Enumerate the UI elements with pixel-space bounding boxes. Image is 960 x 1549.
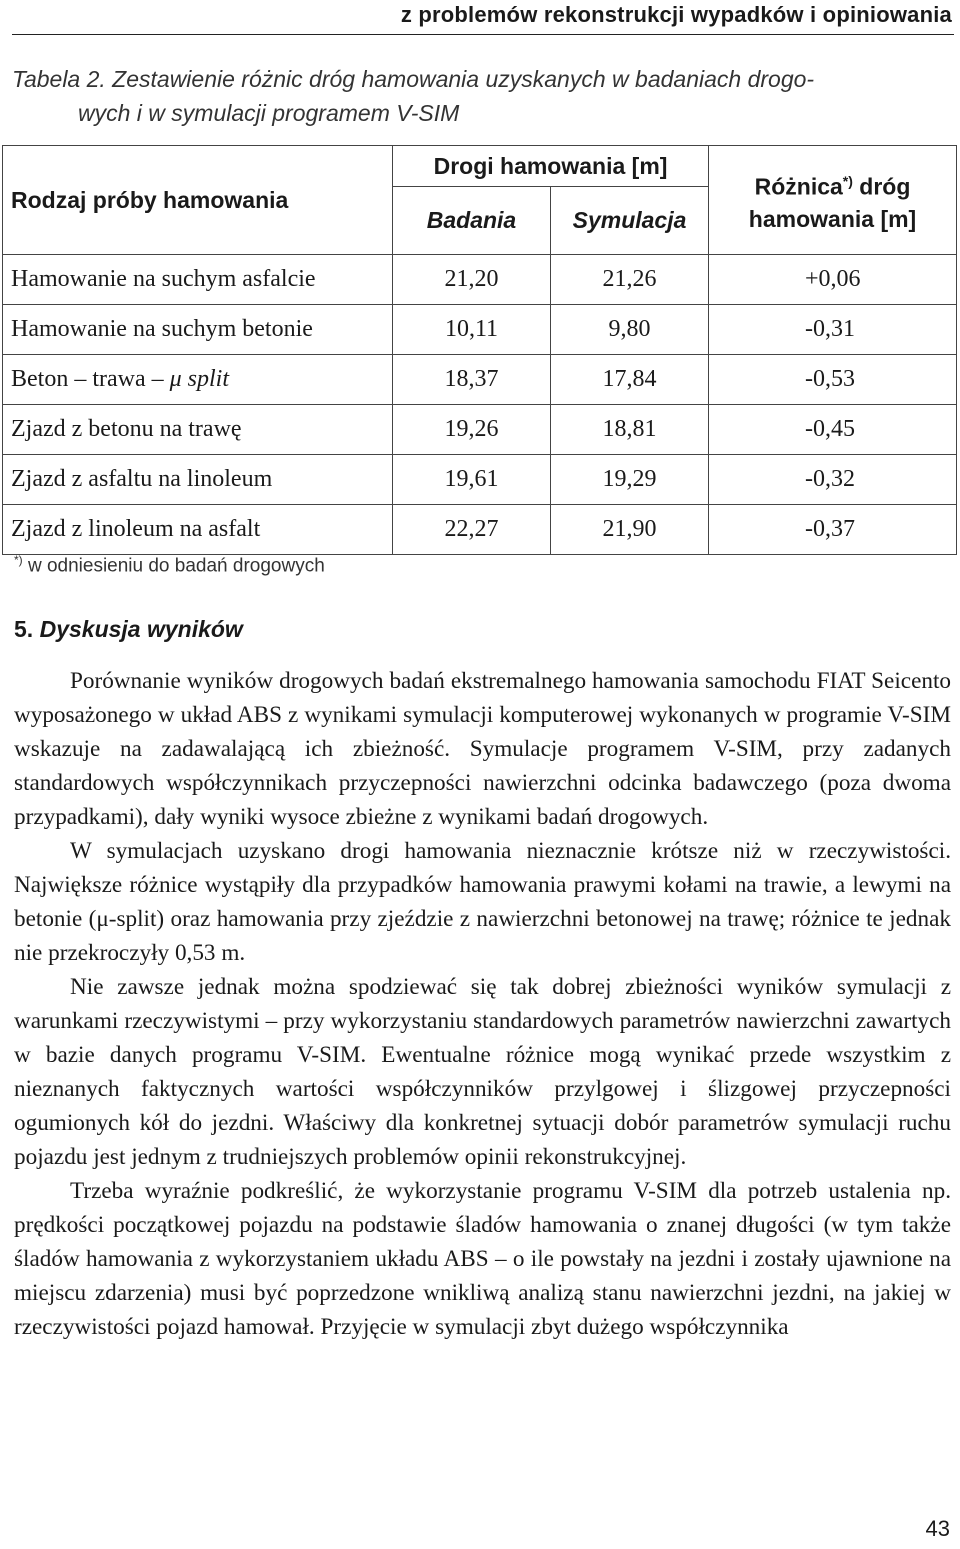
table-row [3,505,957,555]
row-label: Hamowanie na suchym asfalcie [3,255,393,305]
body-text [14,664,951,1344]
page-number: 43 [925,1516,950,1541]
paragraph: W symulacjach uzyskano drogi hamowania nieznacznie krótsze niż w rzeczywistości. Największe różnice wystąpiły dla przypadków hamowania prawymi kołami na trawie, a lewymi na betonie (μ-split) oraz hamowania przy zjeździe z nawierzchni betonowej na trawę; różnice te jednak nie przekroczyły 0,53 m. [14,838,951,966]
table-footnote [14,553,325,577]
running-header: z problemów rekonstrukcji wypadków i opiniowania [400,2,952,27]
table-row [3,355,957,405]
row-research-value: 18,37 [393,355,551,405]
footnote-mark: *) [14,553,23,567]
caption-line-2: wych i w symulacji programem V-SIM [78,100,460,126]
table-header-row [3,146,957,187]
row-difference-value: -0,37 [709,505,957,555]
table-row [3,405,957,455]
caption-line-1: Tabela 2. Zestawienie różnic dróg hamowania uzyskanych w badaniach drogo- [12,66,815,92]
row-label-dash: – [74,366,87,392]
section-number: 5. [14,616,34,642]
row-label-part: trawa [92,366,146,392]
header-difference-after: dróg [852,173,911,200]
footnote-text: w odniesieniu do badań drogowych [22,555,325,577]
row-simulation-value: 17,84 [551,355,709,405]
header-research: Badania [393,187,551,255]
header-rule [12,34,954,35]
table-caption [12,62,957,130]
row-difference-value: -0,53 [709,355,957,405]
header-difference [709,146,957,255]
paragraph: Trzeba wyraźnie podkreślić, że wykorzystanie programu V-SIM dla potrzeb ustalenia np. prędkości początkowej pojazdu na podstawie śladów hamowania o znanej długości (w tym także śladów hamowania z wykorzystaniem układu ABS – o ile powstały na jezdni i zostały ujawnione na miejscu zdarzenia) musi być poprzedzone wnikliwą analizą stanu nawierzchni jezdni, na jakiej w rzeczywistości pojazd hamował. Przyjęcie w symulacji zbyt dużego współczynnika [14,1178,951,1340]
row-research-value: 19,61 [393,455,551,505]
row-label: Zjazd z linoleum na asfalt [3,505,393,555]
header-difference-word: Różnica [754,173,843,200]
table-row [3,255,957,305]
row-simulation-value: 9,80 [551,305,709,355]
row-label: Zjazd z asfaltu na linoleum [3,455,393,505]
table-row [3,305,957,355]
header-simulation: Symulacja [551,187,709,255]
braking-distance-table [2,145,957,555]
row-label-mu-split: μ split [169,366,230,392]
row-research-value: 22,27 [393,505,551,555]
row-label-part: Beton [11,366,69,392]
section-heading [14,616,243,643]
row-difference-value: -0,45 [709,405,957,455]
header-braking-distances: Drogi hamowania [m] [393,146,709,187]
row-difference-value: -0,32 [709,455,957,505]
row-simulation-value: 18,81 [551,405,709,455]
row-label-dash: – [151,366,164,392]
paragraph: Nie zawsze jednak można spodziewać się tak dobrej zbieżności wyników symulacji z warunkami rzeczywistymi – przy wykorzystaniu standardowych parametrów nawierzchni zawartych w bazie danych programu V-SIM. Ewentualne różnice mogą wynikać przede wszystkim z nieznanych faktycznych wartości współczynników przylgowej i ślizgowej przyczepności ogumionych kół do jezdni. Właściwy dla konkretnej sytuacji dobór parametrów symulacji ruchu pojazdu jest jednym z trudniejszych problemów opinii rekonstrukcyjnej. [14,974,951,1170]
header-footnote-mark: *) [842,173,853,190]
row-research-value: 10,11 [393,305,551,355]
header-difference-unit: hamowania [m] [748,205,917,232]
row-research-value: 19,26 [393,405,551,455]
row-simulation-value: 21,90 [551,505,709,555]
row-label: Hamowanie na suchym betonie [3,305,393,355]
row-difference-value: +0,06 [709,255,957,305]
row-simulation-value: 19,29 [551,455,709,505]
table-row [3,455,957,505]
section-title: Dyskusja wyników [39,616,243,642]
row-research-value: 21,20 [393,255,551,305]
paragraph: Porównanie wyników drogowych badań ekstremalnego hamowania samochodu FIAT Seicento wyposażonego w układ ABS z wynikami symulacji komputerowej wykonanych w programie V-SIM wskazuje na zadawalającą ich zbieżność. Symulacje programem V-SIM, przy zadanych standardowych współczynnikach przyczepności nawierzchni odcinka badawczego (poza dwoma przypadkami), dały wyniki wysoce zbieżne z wynikami badań drogowych. [14,668,951,830]
header-test-type: Rodzaj próby hamowania [3,146,393,255]
row-simulation-value: 21,26 [551,255,709,305]
row-difference-value: -0,31 [709,305,957,355]
row-label [3,355,393,405]
row-label: Zjazd z betonu na trawę [3,405,393,455]
